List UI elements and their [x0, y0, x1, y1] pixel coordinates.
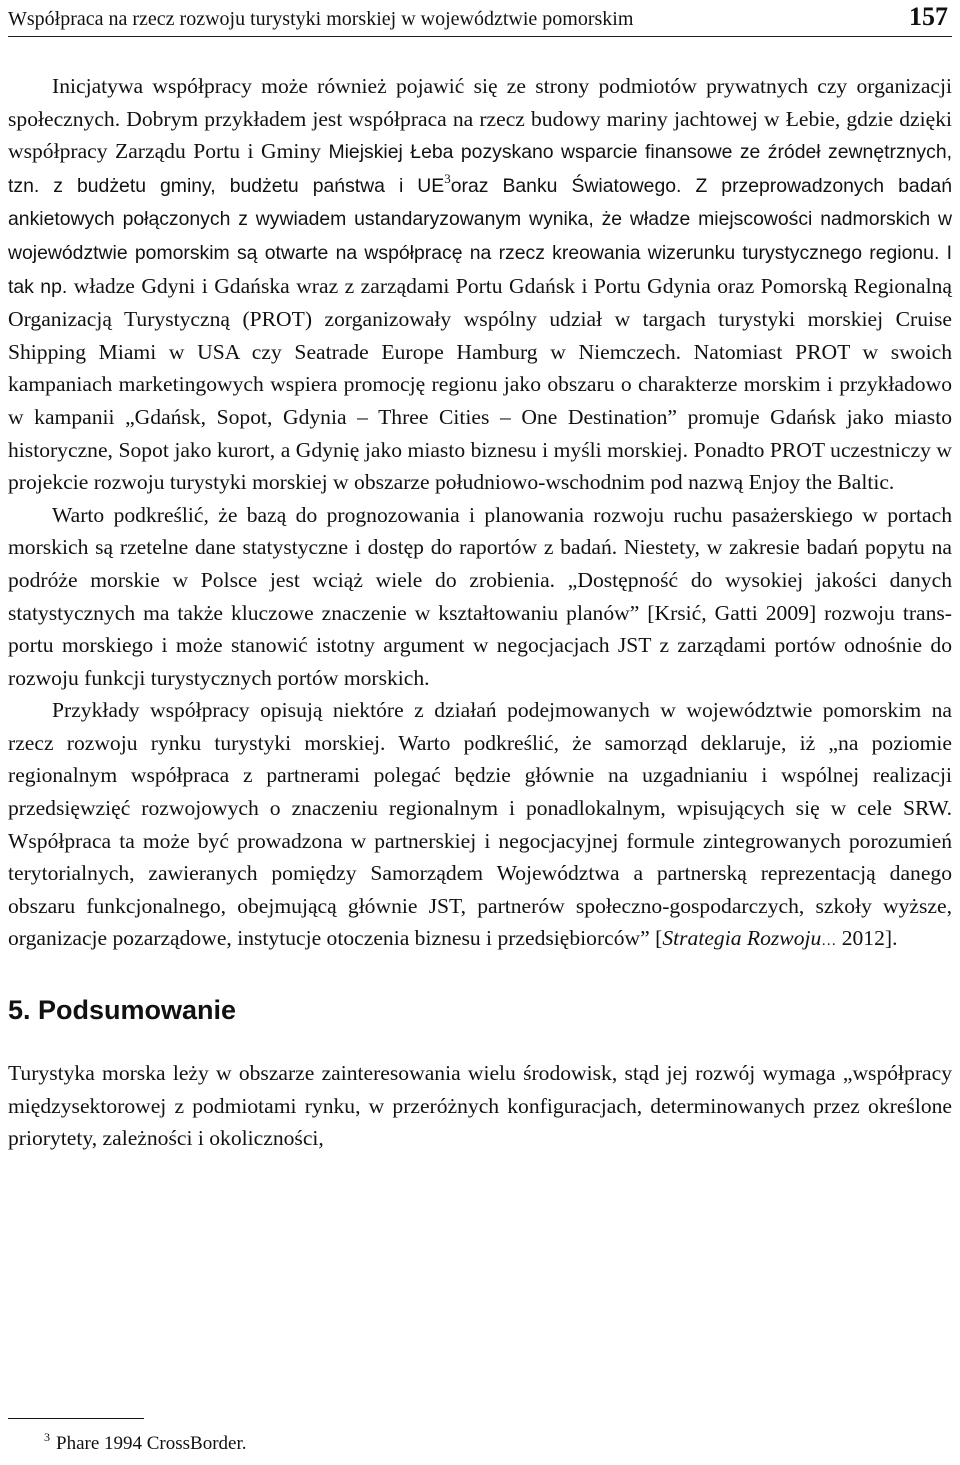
paragraph-text: Przykłady współpracy opisują niektóre z działań podejmowanych w województwie pomorskim na rzecz rozwoju rynku turystyki morskiej. Warto podkreślić, że samorząd deklaruje, iż „na poziomie regionalnym współpraca z partnerami polegać będzie głównie na uzgadnianiu i wspólnej realizacji przedsięwzięć rozwojowych o znaczeniu regionalnym i ponadlokalnym, wpisujących się w cele SRW. Współpraca ta może być prowadzona w partnerskiej i negocjacyjnej formule zintegrowanych porozumień terytorialnych, zawieranych pomiędzy Samorządem Województwa a partnerską reprezentacją danego obszaru funkcjonalnego, obejmującą głównie JST, partnerów społeczno-gospodarczych, szkoły wyższe, organizacje pozarządowe, instytucje otoczenia biznesu i przedsiębiorców” [ [8, 698, 952, 951]
paragraph [8, 1057, 952, 1155]
running-title: Współpraca na rzecz rozwoju turystyki morskiej w województwie pomorskim [8, 8, 634, 30]
footnote-reference: 3 [444, 170, 451, 186]
running-header [8, 0, 952, 37]
paragraph-text: władze Gdyni i Gdańska wraz z zarządami Portu Gdańsk i Portu Gdynia oraz Pomorską Regionalną Organizacją Turystyczną (PROT) zorganizowały wspólny udział w targach turystyki morskiej Cruise Shipping Miami w USA czy Seatrade Europe Hamburg w Niemczech. Natomiast PROT w swoich kampaniach marketingowych wspiera promocję regionu jako obszaru o charakterze morskim i przykładowo w kampanii „Gdańsk, Sopot, Gdynia – Three Cities – One Destination” promuje Gdańsk jako miasto historyczne, Sopot jako kurort, a Gdynię jako miasto biznesu i myśli morskiej. Ponadto PROT uczestniczy w projekcie rozwoju turystyki morskiej w obszarze południowo-wschodnim pod nazwą Enjoy the Baltic. [8, 273, 952, 495]
paragraph [8, 499, 952, 695]
main-text [8, 70, 952, 1155]
paragraph [8, 70, 952, 499]
footnote-marker: 3 [44, 1430, 50, 1444]
document-page [8, 0, 952, 1454]
footnote [44, 1431, 247, 1457]
section-heading: 5. Podsumowanie [8, 995, 237, 1026]
paragraph-text-sans: Miejskiej Łeba pozyskano wsparcie finansowe ze źródeł zewnętrznych, tzn. z budżetu gminy, budżetu państwa i UE [8, 141, 952, 197]
citation-ellipsis: … [821, 933, 837, 950]
paragraph-text-sans: Z przeprowadzonych badań ankietowych połączonych z wywiadem ustandaryzowanym wynika, że władze miejscowości nadmorskich w województwie pomorskim są otwarte na współpracę na rzecz kreowania wizerunku turystycznego regionu. I tak np. [8, 174, 952, 298]
citation-title: Strategia Rozwoju [662, 926, 822, 951]
paragraph [8, 694, 952, 958]
paragraph-text: 2012]. [836, 926, 898, 951]
paragraph-text: Warto podkreślić, że bazą do prognozowania i planowania rozwoju ruchu pasażerskiego w portach morskich są rzetelne dane statystyczne i dostęp do raportów z badań. Niestety, w zakresie badań popytu na podróże morskie w Polsce jest wciąż wiele do zrobienia. „Dostępność do wysokiej jakości danych statystycznych ma także kluczowe znaczenie w kształtowaniu planów” [Krsić, Gatti 2009] rozwoju transportu morskiego i może stanowić istotny argument w negocjacjach JST z zarządami portów odnośnie do rozwoju funkcji turystycznych portów morskich. [8, 502, 952, 690]
paragraph-text: Inicjatywa współpracy może również pojawić się ze strony podmiotów prywatnych czy organizacji społecznych. Dobrym przykładem jest współpraca na rzecz budowy mariny jachtowej w Łebie, gdzie dzięki współpracy Zarządu Portu i Gminy [8, 74, 952, 164]
page-number: 157 [909, 2, 948, 31]
paragraph-text: Turystyka morska leży w obszarze zainteresowania wielu środowisk, stąd jej rozwój wymaga „współpracy międzysektorowej z podmiotami rynku, w przeróżnych konfiguracjach, determinowanych przez określone priorytety, zależności i okoliczności, [8, 1061, 952, 1151]
footnote-text: Phare 1994 CrossBorder. [56, 1433, 247, 1454]
footnote-divider [8, 1418, 144, 1419]
paragraph-text-sans: oraz Banku Światowego. [450, 174, 682, 197]
